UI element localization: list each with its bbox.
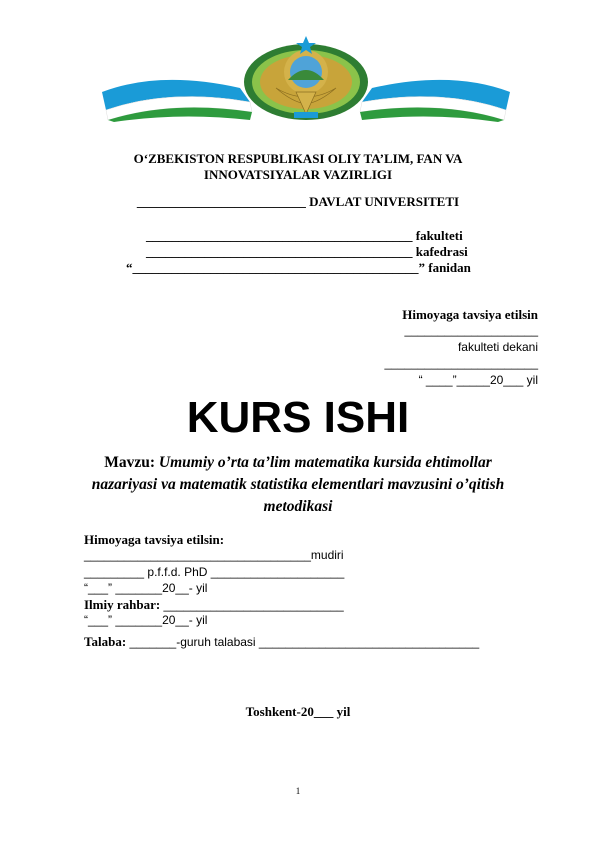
approval-title: Himoyaga tavsiya etilsin <box>402 307 538 322</box>
faculty-line: _________________________________________ fakulteti <box>146 228 463 243</box>
department-head-line: __________________________________mudiri <box>84 548 344 562</box>
recommend-label: Himoyaga tavsiya etilsin: <box>84 532 225 547</box>
approval-signature-line: ____________________ <box>404 323 538 337</box>
student-group-line: _______-guruh talabasi _________________________________ <box>126 635 480 649</box>
city-year: Toshkent-20___ yil <box>245 704 351 719</box>
topic-text-1: Umumiy o’rta ta’lim matematika kursida ehtimollar <box>158 454 492 471</box>
student-label: Talaba: <box>84 634 127 649</box>
topic-line-1 <box>0 452 596 473</box>
dean-signature-line: _______________________ <box>384 356 538 370</box>
ministry-line-1: O‘ZBEKISTON RESPUBLIKASI OLIY TA’LIM, FAN VA <box>133 151 463 166</box>
emblem-banner <box>100 30 512 122</box>
advisor-line <box>84 597 344 613</box>
ministry-line-2: INNOVATSIYALAR VAZIRLIGI <box>203 167 393 182</box>
topic-label: Mavzu: <box>104 454 156 471</box>
advisor-label: Ilmiy rahbar: <box>84 597 161 612</box>
subject-line: “____________________________________________” fanidan <box>126 260 471 275</box>
topic-line-3: metodikasi <box>263 498 333 515</box>
university-line: __________________________ DAVLAT UNIVERSITETI <box>136 194 460 209</box>
date-line-1: “___” _______20__- yil <box>84 581 208 595</box>
date-line-2: “___” _______20__- yil <box>84 613 208 627</box>
phd-line: _________ p.f.f.d. PhD ____________________ <box>84 565 345 579</box>
advisor-signature: ___________________________ <box>160 598 344 612</box>
dean-label: fakulteti dekani <box>457 340 538 354</box>
uzbekistan-emblem-icon <box>100 30 512 122</box>
page-number: 1 <box>295 786 301 796</box>
topic-line-2: nazariyasi va matematik statistika elementlari mavzusini o’qitish <box>91 476 505 493</box>
department-line: _________________________________________ kafedrasi <box>146 244 468 259</box>
approval-date: “ ____”_____20___ yil <box>418 373 538 387</box>
student-line <box>84 634 479 650</box>
page-title: KURS ISHI <box>186 393 410 442</box>
